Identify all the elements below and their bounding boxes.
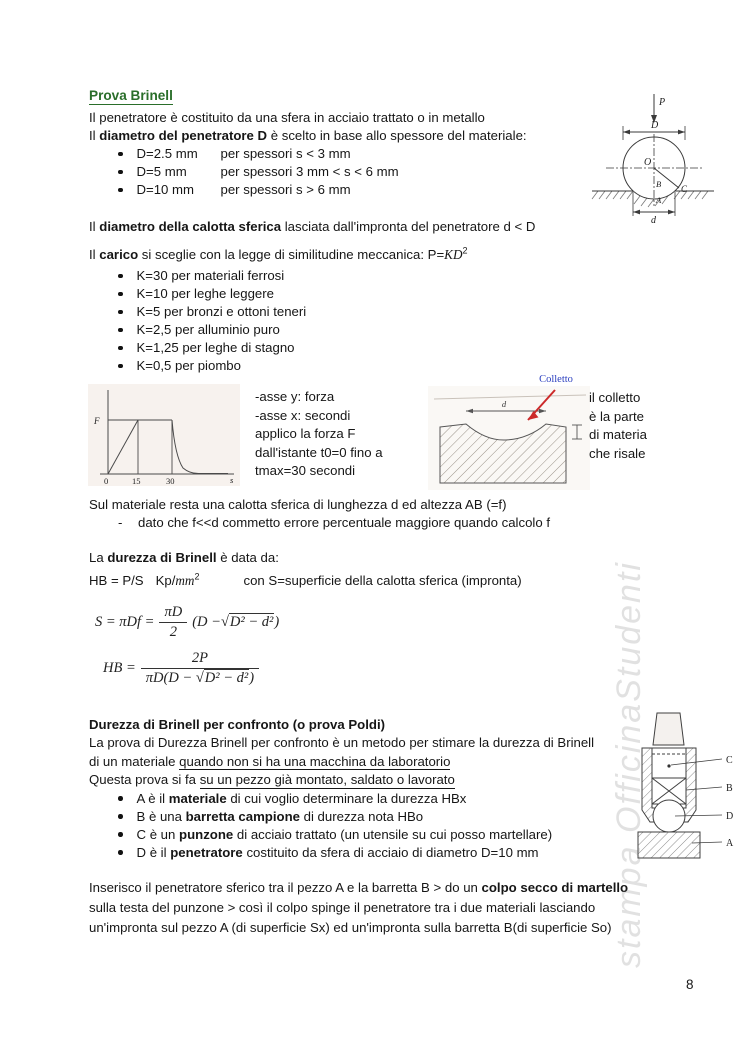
- tick-15: 15: [132, 476, 141, 486]
- page-number: 8: [686, 977, 694, 992]
- note-line: il colletto: [589, 390, 641, 405]
- bullet-dot: [118, 188, 123, 193]
- label-d: d: [651, 215, 656, 224]
- note-line: -asse x: secondi: [255, 407, 351, 423]
- section-title: Prova Brinell: [89, 88, 173, 103]
- penetrator-sphere-diagram: [590, 92, 716, 224]
- bullet-dot: [118, 328, 123, 333]
- paragraph-line: La prova di Durezza Brinell per confronto è un metodo per stimare la durezza di Brinell: [89, 735, 595, 750]
- label-O: O: [644, 157, 652, 168]
- bullet-dot: [118, 364, 123, 369]
- axis-label-F: F: [94, 416, 100, 426]
- note-line: -asse y: forza: [255, 389, 335, 404]
- bullet-dot: [118, 292, 123, 297]
- bullet-dot: [118, 170, 123, 175]
- list-item: D=5 mm per spessori 3 mm < s < 6 mm: [89, 163, 629, 181]
- list-item: K=10 per leghe leggere: [89, 285, 629, 303]
- section-durezza: [89, 549, 649, 590]
- paragraph-line: Inserisco il penetratore sferico tra il pezzo A e la barretta B > do un colpo secco di martello: [89, 880, 629, 895]
- label-A: A: [726, 838, 734, 849]
- bullet-dot: [118, 796, 123, 801]
- list-item: K=30 per materiali ferrosi: [89, 267, 629, 285]
- label-A: A: [656, 195, 662, 205]
- colletto-label: Colletto: [539, 374, 573, 385]
- paragraph-line: sulla testa del punzone > così il colpo spinge il penetratore tra i due materiali lasciando: [89, 900, 596, 915]
- section-result: [89, 496, 649, 532]
- bullet-dot: [118, 850, 123, 855]
- note-line: di materia: [589, 427, 647, 442]
- paragraph-line: Il diametro della calotta sferica lasciata dall'impronta del penetratore d < D: [89, 219, 536, 234]
- list-item: D è il penetratore costituito da sfera di acciaio di diametro D=10 mm: [89, 844, 649, 862]
- paragraph-line: di un materiale quando non si ha una macchina da laboratorio: [89, 753, 451, 769]
- paragraph-line: Questa prova si fa su un pezzo già montato, saldato o lavorato: [89, 772, 455, 788]
- note-line: è la parte: [589, 408, 644, 424]
- colletto-diagram: [428, 370, 590, 490]
- list-item: K=0,5 per piombo: [89, 357, 629, 375]
- hb-formula: HB = $\frac{2P}{\text{πD(D − √D² − d²)}}$: [103, 650, 264, 687]
- bullet-dot: [118, 274, 123, 279]
- list-item: D=2.5 mm per spessori s < 3 mm: [89, 145, 629, 163]
- paragraph-line: Sul materiale resta una calotta sferica di lunghezza d ed altezza AB (=f): [89, 497, 507, 512]
- paragraph-line: La durezza di Brinell è data da:: [89, 550, 279, 565]
- hb-formula-line: HB = P/S $Kp/mm^2$ con S=superficie della calotta sferica (impronta): [89, 571, 522, 588]
- note-line: che risale: [589, 445, 646, 461]
- colletto-notes: [589, 389, 647, 463]
- list-item: B è una barretta campione di durezza nota HBo: [89, 808, 649, 826]
- list-item: C è un punzone di acciaio trattato (un utensile su cui posso martellare): [89, 826, 649, 844]
- list-item: A è il materiale di cui voglio determinare la durezza HBx: [89, 790, 649, 808]
- watermark: stampa OfficinaStudenti: [610, 561, 648, 968]
- label-C: C: [681, 184, 688, 194]
- note-line: dall'istante t0=0 fino a: [255, 444, 383, 460]
- paragraph-line: un'impronta sul pezzo A (di superficie Sx) ed un'impronta sulla barretta B(di superficie So): [89, 920, 612, 935]
- label-B: B: [726, 783, 733, 794]
- list-item: K=2,5 per alluminio puro: [89, 321, 629, 339]
- section-prova-brinell: [89, 88, 629, 199]
- list-item: K=5 per bronzi e ottoni teneri: [89, 303, 629, 321]
- section-final: [89, 878, 699, 938]
- label-D: D: [651, 120, 659, 131]
- label-P: P: [659, 97, 666, 108]
- bullet-dot: [118, 152, 123, 157]
- bullet-dot: [118, 346, 123, 351]
- paragraph-line: Il carico si sceglie con la legge di similitudine meccanica: $P=KD^2$: [89, 245, 468, 262]
- surface-formula: S = πDf = $\frac{\pi D}{2}$ (D − √D² − d² ): [95, 604, 280, 640]
- bullet-dot: [118, 310, 123, 315]
- subsection-heading: Durezza di Brinell per confronto (o prova Poldi): [89, 717, 386, 732]
- label-C: C: [726, 755, 733, 766]
- tick-0: 0: [104, 476, 109, 486]
- graph-notes: [255, 388, 383, 481]
- axis-label-s: s: [230, 475, 234, 485]
- paragraph-line: Il penetratore è costituito da una sfera in acciaio trattato o in metallo: [89, 110, 485, 125]
- force-time-graph: [88, 384, 240, 486]
- paragraph-line: Il diametro del penetratore D è scelto in base allo spessore del materiale:: [89, 128, 527, 143]
- sub-list-item: - dato che f<<d commetto errore percentuale maggiore quando calcolo f: [118, 515, 550, 530]
- label-B: B: [656, 179, 662, 189]
- label-D: D: [726, 811, 734, 822]
- bullet-dot: [118, 814, 123, 819]
- section-carico: [89, 246, 629, 375]
- tick-30: 30: [166, 476, 175, 486]
- list-item: D=10 mm per spessori s > 6 mm: [89, 181, 629, 199]
- label-d: d: [501, 399, 507, 409]
- list-item: K=1,25 per leghe di stagno: [89, 339, 629, 357]
- bullet-dot: [118, 832, 123, 837]
- note-line: applico la forza F: [255, 426, 356, 441]
- note-line: tmax=30 secondi: [255, 463, 356, 478]
- section-confronto: [89, 715, 649, 862]
